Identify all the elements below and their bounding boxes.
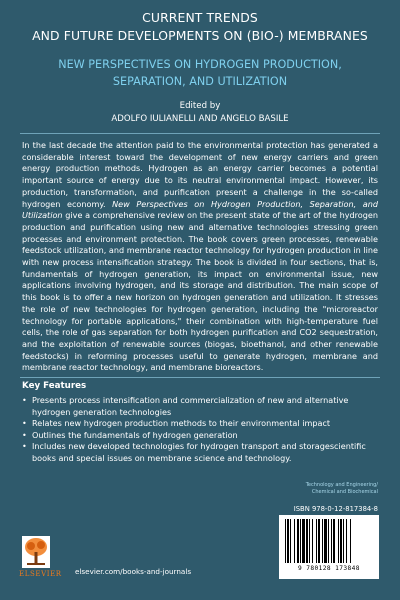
editors-names: ADOLFO IULIANELLI AND ANGELO BASILE <box>111 114 289 124</box>
category-line-1: Technology and Engineering/ <box>305 482 378 488</box>
barcode-bar <box>300 519 301 563</box>
barcode-bar <box>333 519 335 563</box>
barcode-bars <box>285 519 373 563</box>
cover-header <box>0 0 400 135</box>
isbn-text: ISBN 978-0-12-817384-8 <box>293 505 378 513</box>
header-divider <box>20 133 380 134</box>
barcode-bar <box>318 519 320 563</box>
barcode-bar <box>306 519 308 563</box>
barcode-bar <box>340 519 342 563</box>
barcode-bar <box>302 519 305 563</box>
publisher-url[interactable]: elsevier.com/books-and-journals <box>75 567 192 576</box>
barcode-bar <box>316 519 317 563</box>
key-feature-item: • Includes new developed technologies for hydrogen transport and storagescientific books and special issues on membrane science and technology. <box>22 441 367 464</box>
barcode-bar <box>331 519 332 563</box>
key-feature-item: • Outlines the fundamentals of hydrogen generation <box>22 430 367 442</box>
subtitle-line-2: SEPARATION, AND UTILIZATION <box>112 75 288 88</box>
barcode <box>279 515 379 579</box>
key-features-divider <box>20 377 380 378</box>
title-line-2: AND FUTURE DEVELOPMENTS ON (BIO-) MEMBRANES <box>32 28 368 43</box>
barcode-bar <box>285 519 286 563</box>
barcode-bar <box>338 519 339 563</box>
barcode-bar <box>350 519 351 563</box>
barcode-bar <box>322 519 323 563</box>
key-feature-item: • Relates new hydrogen production methods to their environmental impact <box>22 418 367 430</box>
edited-by-label: Edited by <box>179 101 221 111</box>
subtitle-line-1: NEW PERSPECTIVES ON HYDROGEN PRODUCTION, <box>58 58 342 71</box>
category-line-2: Chemical and Biochemical <box>311 489 378 495</box>
key-features-title: Key Features <box>22 381 87 391</box>
barcode-bar <box>346 519 347 563</box>
subject-category <box>278 482 378 496</box>
barcode-bar <box>328 519 329 563</box>
barcode-bar <box>343 519 344 563</box>
barcode-bar <box>297 519 299 563</box>
barcode-bar <box>294 519 295 563</box>
barcode-bar <box>309 519 310 563</box>
key-feature-item: • Presents process intensification and commercialization of new and alternative hydrogen generation technologies <box>22 395 367 418</box>
barcode-bar <box>312 519 313 563</box>
key-features-list <box>22 395 367 464</box>
title-line-1: CURRENT TRENDS <box>142 10 258 25</box>
barcode-number: 9 780128 173848 <box>298 565 360 572</box>
abstract-italic-title: New Perspectives on Hydrogen Production, Separation, and Utilization <box>22 198 379 221</box>
barcode-bar <box>324 519 327 563</box>
publisher-name: ELSEVIER <box>19 570 62 578</box>
barcode-bar <box>287 519 289 563</box>
barcode-bar <box>290 519 291 563</box>
abstract-part-2: give a comprehensive review on the present state of the art of the hydrogen production and purification using new and alternative technologies stressing green processes and environment protection. The book covers green processes, renewable feedstock utilization, and membrane reactor technology for hydrogen production in line with new process intensification strategy. The book is divided in four sections, that is, fundamentals of hydrogen generation, its impact on environmental issue, new applications involving hydrogen, and its storage and distribution. The main scope of this book is to offer a new horizon on hydrogen generation and utilization. It stresses the role of new technologies for hydrogen generation, including the "microreactor technology for portable applications," their combination with high-temperature fuel cells, the role of gas separation for both hydrogen purification and CO2 sequestration, and the exploitation of renewable sources (biogas, bioethanol, and other renewable feedstocks) in reforming processes useful to generate hydrogen, membrane and membrane reactor technology, and membrane bioreactors. <box>22 210 378 373</box>
elsevier-tree-logo[interactable] <box>22 536 50 568</box>
abstract-text <box>22 140 378 374</box>
abstract-part-1: In the last decade the attention paid to the environmental protection has generated a considerable interest toward the development of new energy carriers and green energy production methods. Hydrogen as an energy carrier becomes a potential important source of energy due to its neutral environmental impact. However, its production, transformation, and purification present a challenge in the so-called hydrogen economy. <box>22 140 378 209</box>
